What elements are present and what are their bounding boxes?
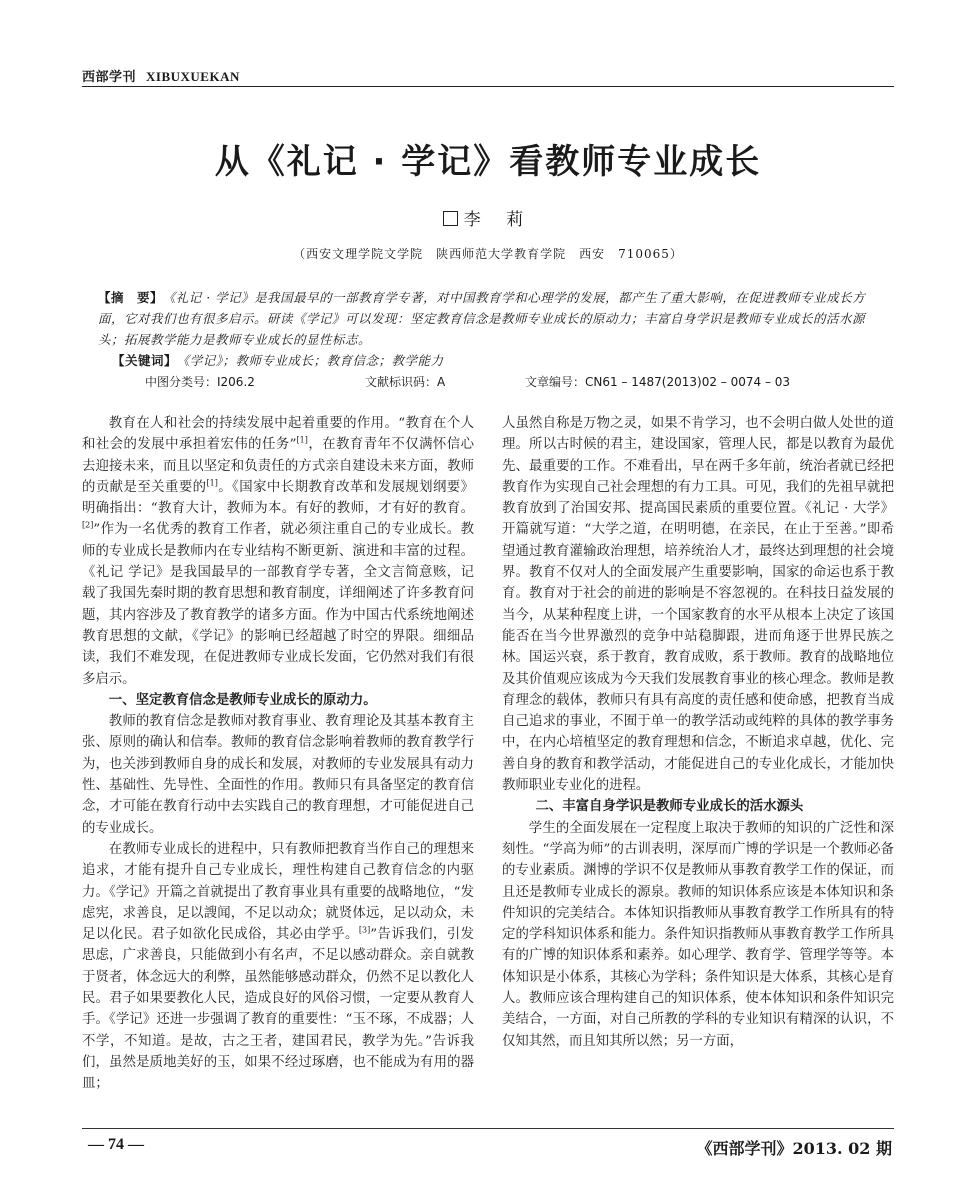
keywords-text: 《学记》；教师专业成长；教育信念；教学能力 — [183, 353, 444, 368]
author-name: 李 莉 — [463, 210, 534, 230]
citation-3: [2] — [82, 521, 94, 531]
clc-number: 中图分类号：I206.2 — [145, 375, 255, 389]
intro-paragraph: 教育在人和社会的持续发展中起着重要的作用。“教育在个人和社会的发展中承担着宏伟的任务”[1]，在教育青年不仅满怀信心去迎接未来，而且以坚定和负责任的方式亲自建设未来方面，教师的贡献是至关重要的[1]。《国家中长期教育改革和发展规划纲要》明确指出：“教育大计，教师为本。有好的教师，才有好的教育。[2]”作为一名优秀的教育工作者，就必须注重自己的专业成长。教师的专业成长是教师内在专业结构不断更新、演进和丰富的过程。《礼记 学记》是我国最早的一部教育学专著，全文言简意赅，记载了我国先秦时期的教育思想和教育制度，详细阐述了许多教育问题，其内容涉及了教育教学的诸多方面。作为中国古代系统地阐述教育思想的文献，《学记》的影响已经超越了时空的界限。细细品读，我们不难发现，在促进教师专业成长发面，它仍然对我们有很多启示。 — [82, 416, 474, 687]
document-code: 文献标识码：A — [365, 375, 446, 389]
article-number: 文章编号：CN61 – 1487(2013)02 – 0074 – 03 — [525, 375, 791, 389]
citation-4: [3] — [358, 925, 371, 935]
author-box-icon — [443, 211, 458, 226]
left-column — [82, 413, 474, 1095]
right-column — [502, 413, 894, 1052]
journal-name-en: XIBUXUEKAN — [146, 69, 240, 84]
running-head — [82, 66, 894, 85]
abstract — [98, 287, 878, 350]
citation-2: [1] — [206, 478, 218, 488]
abstract-text: 《礼记 · 学记》是我国最早的一部教育学专著，对中国教育学和心理学的发展，都产生了重大影响，在促进教师专业成长方面，它对我们也有很多启示。研读《学记》可以发现：坚定教育信念是教师专业成长的原动力；丰富自身学识是教师专业成长的活水源头；拓展教学能力是教师专业成长的显性标志。 — [98, 290, 866, 347]
author-affiliation: （西安文理学院文学院 陕西师范大学教育学院 西安 710065） — [293, 247, 683, 261]
abstract-label: 【摘 要】 — [98, 290, 164, 305]
body-paragraph: 人虽然自称是万物之灵，如果不肯学习，也不会明白做人处世的道理。所以古时候的君主，建设国家，管理人民，都是以教育为最优先、最重要的工作。不难看出，早在两千多年前，统治者就已经把教育作为实现自己社会理想的有力工具。可见，我们的先祖早就把教育放到了治国安邦、提高国民素质的重要位置。《礼记 · 大学》开篇就写道：“大学之道，在明明德，在亲民，在止于至善。”即希望通过教育灌输政治理想，培养统治人才，最终达到理想的社会境界。教育不仅对人的全面发展产生重要影响，国家的命运也系于教育。教育对于社会的前进的影响是不容忽视的。在科技日益发展的当今，从某种程度上讲，一个国家教育的水平从根本上决定了该国能否在当今世界激烈的竞争中站稳脚跟，进而角逐于世界民族之林。国运兴衰，系于教育，教育成败，系于教师。教育的战略地位及其价值观应该成为今天我们发展教育事业的核心理念。教师是教育理念的载体，教师只有具有高度的责任感和使命感，把教育当成自己追求的事业，不囿于单一的教学活动或纯粹的具体的教学事务中，在内心培植坚定的教育理想和信念，不断追求卓越，优化、完善自身的教育和教学活动，才能促进自己的专业化成长，才能加快教师职业专业化的进程。 — [502, 416, 894, 794]
footer-rule — [82, 1128, 894, 1129]
journal-name-cn: 西部学刊 — [82, 70, 137, 85]
journal-issue: 《西部学刊》2013. 02 期 — [696, 1139, 892, 1158]
page-number: — 74 — — [88, 1136, 144, 1153]
keywords-label: 【关键词】 — [112, 353, 178, 368]
body-paragraph: 学生的全面发展在一定程度上取决于教师的知识的广泛性和深刻性。“学高为师”的古训表明，深厚而广博的学识是一个教师必备的专业素质。渊博的学识不仅是教师从事教育教学工作的保证，而且还是教师专业成长的源泉。教师的知识体系应该是本体知识和条件知识的完美结合。本体知识指教师从事教育教学工作所具有的特定的学科知识体系和能力。条件知识指教师从事教育教学工作所具有的广博的知识体系和素养。如心理学、教育学、管理学等等。本体知识是小体系，其核心为学科；条件知识是大体系，其核心是育人。教师应该合理构建自己的知识体系，使本体知识和条件知识完美结合，一方面，对自己所教的学科的专业知识有精深的认识，不仅知其然，而且知其所以然；另一方面， — [502, 820, 894, 1049]
citation-1: [1] — [296, 435, 308, 445]
header-rule — [82, 86, 894, 87]
section-heading-1: 一、坚定教育信念是教师专业成长的原动力。 — [108, 692, 377, 708]
article-title: 从《礼记 · 学记》看教师专业成长 — [214, 142, 762, 182]
author-line — [82, 205, 894, 230]
body-paragraph: 教师的教育信念是教师对教育事业、教育理论及其基本教育主张、原则的确认和信奉。教师的教育信念影响着教师的教育教学行为，也关涉到教师自身的成长和发展，对教师的专业发展具有动力性、基础性、先导性、全面性的作用。教师只有具备坚定的教育信念，才可能在教育行动中去实践自己的教育理想，才可能促进自己的专业成长。 — [82, 714, 474, 836]
body-paragraph: 在教师专业成长的进程中，只有教师把教育当作自己的理想来追求，才能有提升自己专业成长，理性构建自己教育信念的内驱力。《学记》开篇之首就提出了教育事业具有重要的战略地位，“发虑宪，求善良，足以謏闻，不足以动众；就贤体远，足以动众，未足以化民。君子如欲化民成俗，其必由学乎。[3]”告诉我们，引发思虑，广求善良，只能做到小有名声，不足以感动群众。亲自就教于贤者，体念远大的利弊，虽然能够感动群众，仍然不足以教化人民。君子如果要教化人民，造成良好的风俗习惯，一定要从教育人手。《学记》还进一步强调了教育的重要性：“玉不琢，不成器；人不学，不知道。是故，古之王者，建国君民，教学为先。”告诉我们，虽然是质地美好的玉，如果不经过琢磨，也不能成为有用的器皿； — [82, 841, 474, 1092]
keywords — [112, 351, 872, 369]
section-heading-2: 二、丰富自身学识是教师专业成长的活水源头 — [535, 799, 804, 815]
